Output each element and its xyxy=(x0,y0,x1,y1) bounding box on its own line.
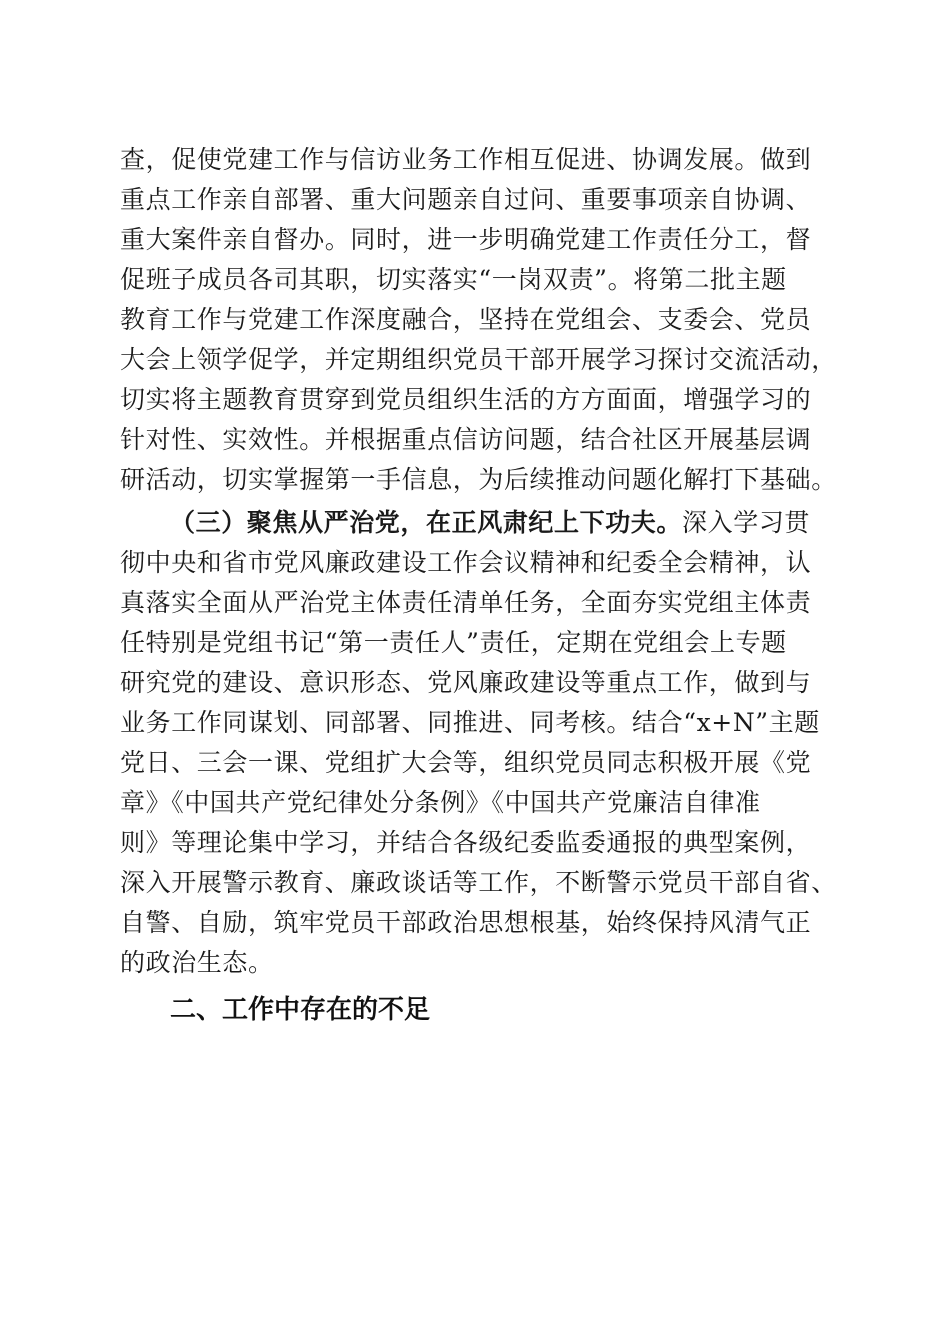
text-line: 查，促使党建工作与信访业务工作相互促进、协调发展。做到 xyxy=(120,145,812,174)
text-line: 研活动，切实掌握第一手信息，为后续推动问题化解打下基础。 xyxy=(120,465,837,494)
text-line: 重点工作亲自部署、重大问题亲自过问、重要事项亲自协调、 xyxy=(120,185,812,214)
section-heading: 二、工作中存在的不足 xyxy=(170,995,431,1025)
text-line: 章》《中国共产党纪律处分条例》《中国共产党廉洁自律准 xyxy=(120,788,761,817)
text-line: 重大案件亲自督办。同时，进一步明确党建工作责任分工，督 xyxy=(120,225,812,254)
text-line: 切实将主题教育贯穿到党员组织生活的方方面面，增强学习的 xyxy=(120,385,812,414)
text-line: 彻中央和省市党风廉政建设工作会议精神和纪委全会精神，认 xyxy=(120,548,812,577)
text-line: 自警、自励，筑牢党员干部政治思想根基，始终保持风清气正 xyxy=(120,908,812,937)
text-line: 业务工作同谋划、同部署、同推进、同考核。结合“x+N”主题 xyxy=(120,708,820,737)
text-line: 研究党的建设、意识形态、党风廉政建设等重点工作，做到与 xyxy=(120,668,812,697)
text-line: 党日、三会一课、党组扩大会等，组织党员同志积极开展《党 xyxy=(120,748,812,777)
text-line: 真落实全面从严治党主体责任清单任务，全面夯实党组主体责 xyxy=(120,588,812,617)
subsection-heading: （三）聚焦从严治党，在正风肃纪上下功夫。 xyxy=(170,508,683,537)
text-line: 大会上领学促学，并定期组织党员干部开展学习探讨交流活动， xyxy=(120,345,837,374)
text-line: 深入开展警示教育、廉政谈话等工作，不断警示党员干部自省、 xyxy=(120,868,837,897)
text-line: 教育工作与党建工作深度融合，坚持在党组会、支委会、党员 xyxy=(120,305,812,334)
text-line: 则》等理论集中学习，并结合各级纪委监委通报的典型案例， xyxy=(120,828,812,857)
text-line: 针对性、实效性。并根据重点信访问题，结合社区开展基层调 xyxy=(120,425,812,454)
text-line: 的政治生态。 xyxy=(120,948,274,977)
paragraph-first-line xyxy=(170,503,840,543)
text-line: 促班子成员各司其职，切实落实“一岗双责”。将第二批主题 xyxy=(120,265,787,294)
text-fragment: 深入学习贯 xyxy=(682,508,811,537)
text-line: 任特别是党组书记“第一责任人”责任，定期在党组会上专题 xyxy=(120,628,787,657)
